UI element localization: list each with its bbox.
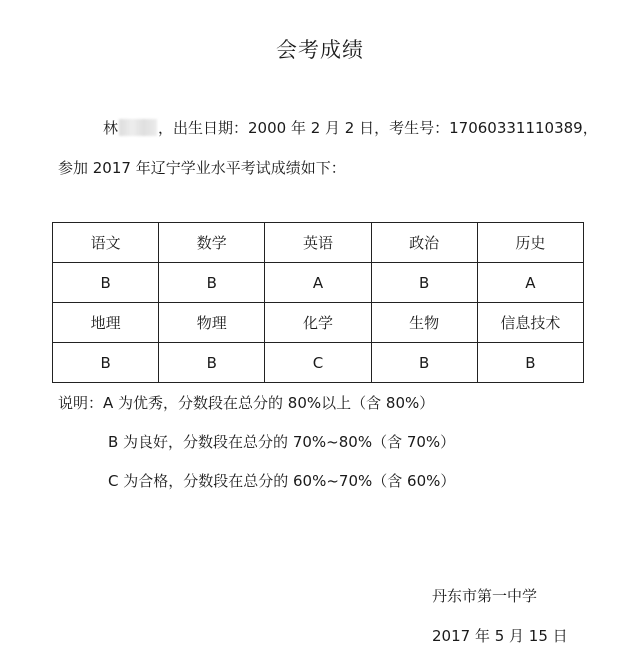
table-cell: B xyxy=(53,343,159,383)
note-line-c: C 为合格，分数段在总分的 60%~70%（含 60%） xyxy=(108,472,456,490)
table-cell: 生物 xyxy=(371,303,477,343)
table-row xyxy=(53,223,584,263)
intro-line-2: 参加 2017 年辽宁学业水平考试成绩如下： xyxy=(58,159,346,177)
note-line-b: B 为良好，分数段在总分的 70%~80%（含 70%） xyxy=(108,433,456,451)
table-cell: B xyxy=(53,263,159,303)
table-cell: A xyxy=(477,263,583,303)
table-cell: 数学 xyxy=(159,223,265,263)
grades-table xyxy=(52,222,584,383)
intro-line-1 xyxy=(103,117,598,138)
table-cell: B xyxy=(159,263,265,303)
note-line-a: 说明：A 为优秀，分数段在总分的 80%以上（含 80%） xyxy=(58,394,435,412)
issuer-name: 丹东市第一中学 xyxy=(432,587,538,605)
table-cell: 英语 xyxy=(265,223,371,263)
table-cell: B xyxy=(371,263,477,303)
table-row xyxy=(53,343,584,383)
table-row xyxy=(53,263,584,303)
table-cell: B xyxy=(371,343,477,383)
name-redaction xyxy=(119,119,157,136)
table-cell: C xyxy=(265,343,371,383)
table-row xyxy=(53,303,584,343)
table-cell: B xyxy=(159,343,265,383)
table-cell: 历史 xyxy=(477,223,583,263)
table-cell: 信息技术 xyxy=(477,303,583,343)
table-cell: A xyxy=(265,263,371,303)
table-cell: 语文 xyxy=(53,223,159,263)
table-cell: 政治 xyxy=(371,223,477,263)
table-cell: 地理 xyxy=(53,303,159,343)
issue-date: 2017 年 5 月 15 日 xyxy=(432,627,568,645)
document-title: 会考成绩 xyxy=(276,38,364,62)
birth-and-exam-id: ，出生日期：2000 年 2 月 2 日，考生号：17060331110389， xyxy=(158,119,598,137)
table-cell: 化学 xyxy=(265,303,371,343)
table-cell: B xyxy=(477,343,583,383)
student-name: 林 xyxy=(103,119,119,137)
table-cell: 物理 xyxy=(159,303,265,343)
